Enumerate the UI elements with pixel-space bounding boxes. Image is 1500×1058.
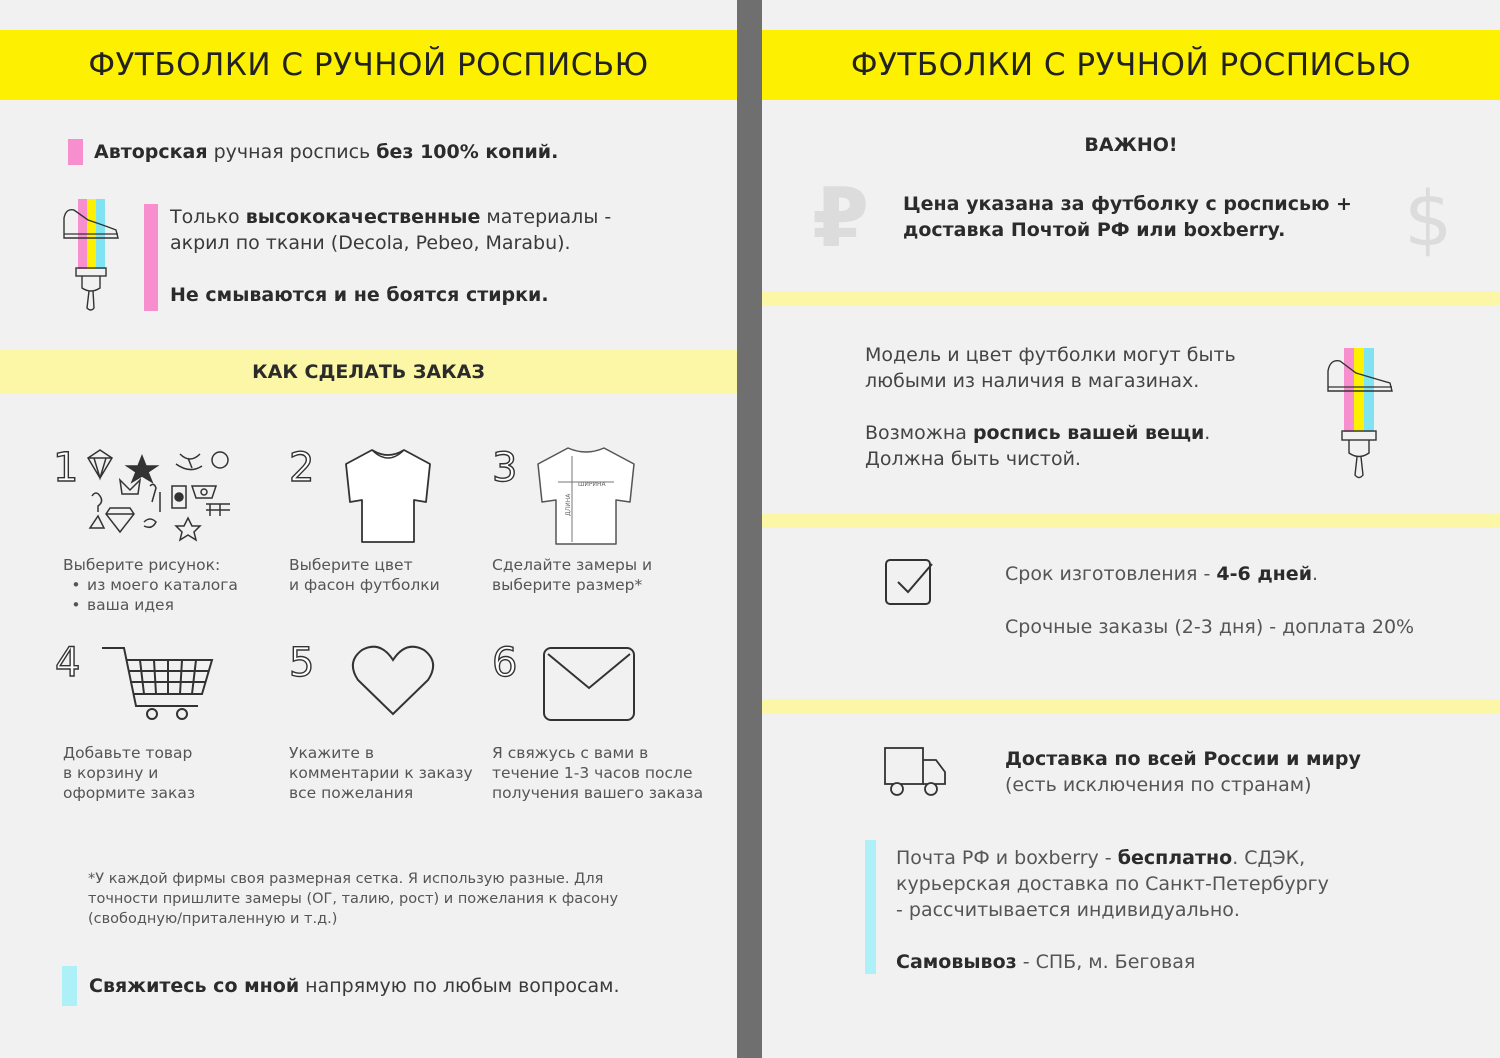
envelope-icon xyxy=(542,646,636,722)
important-heading: ВАЖНО! xyxy=(1084,134,1178,156)
length-label: ДЛИНА xyxy=(565,493,572,516)
delivery-text: Доставка по всей России и миру (есть исключения по странам) xyxy=(1005,748,1361,796)
step-6-number: 6 xyxy=(492,640,518,686)
step-2-caption: Выберите цвет и фасон футболки xyxy=(289,556,440,594)
cyan-bar xyxy=(865,840,876,974)
left-panel xyxy=(0,0,737,1058)
step-6-caption: Я свяжусь с вами в течение 1-3 часов после получения вашего заказа xyxy=(492,744,704,802)
separator-band-1 xyxy=(762,291,1500,305)
cart-icon xyxy=(100,642,218,724)
step-2-number: 2 xyxy=(289,445,315,491)
urgent-orders: Срочные заказы (2-3 дня) - доплата 20% xyxy=(1005,616,1415,638)
left-title-banner xyxy=(0,30,737,100)
right-title: ФУТБОЛКИ С РУЧНОЙ РОСПИСЬЮ xyxy=(850,47,1412,83)
cyan-marker xyxy=(62,966,77,1006)
contact-line: Свяжитесь со мной напрямую по любым вопросам. xyxy=(89,975,620,997)
step-3-number: 3 xyxy=(492,445,518,491)
right-panel xyxy=(762,0,1500,1058)
step-1-bullet: • из моего каталога xyxy=(65,575,238,595)
dollar-icon: $ xyxy=(1404,174,1453,263)
production-term: Срок изготовления - 4-6 дней. xyxy=(1005,563,1319,585)
step-3-caption: Сделайте замеры и выберите размер* xyxy=(492,556,653,594)
how-to-order-title: КАК СДЕЛАТЬ ЗАКАЗ xyxy=(252,360,485,383)
checkbox-check-icon xyxy=(884,556,936,608)
materials-text: Только высококачественные материалы - акрил по ткани (Decola, Pebeo, Marabu). Не смываются и не боятся стирки. xyxy=(170,206,612,306)
step-1-bullet: • ваша идея xyxy=(65,595,238,615)
step-1-caption: Выберите рисунок: • из моего каталога • ваша идея xyxy=(63,555,238,615)
price-note: Цена указана за футболку с росписью + доставка Почтой РФ или boxberry. xyxy=(903,193,1352,241)
shipping-options: Почта РФ и boxberry - бесплатно. СДЭК, курьерская доставка по Санкт-Петербургу - рассчитывается индивидуально. Самовывоз - СПБ, м. Беговая xyxy=(896,847,1329,973)
paint-brush-sneaker-icon xyxy=(1324,345,1396,481)
step-4-caption: Добавьте товар в корзину и оформите заказ xyxy=(63,744,196,802)
tshirt-icon xyxy=(340,444,436,548)
heart-icon xyxy=(348,642,438,718)
panel-divider xyxy=(737,0,762,1058)
delivery-truck-icon xyxy=(882,744,948,798)
authorship-line: Авторская ручная роспись без 100% копий. xyxy=(94,141,559,163)
step-5-caption: Укажите в комментарии к заказу все пожелания xyxy=(289,744,473,802)
model-text: Модель и цвет футболки могут быть любыми из наличия в магазинах. Возможна роспись вашей вещи. Должна быть чистой. xyxy=(865,344,1236,470)
step-5-number: 5 xyxy=(289,640,315,686)
tshirt-measure-icon xyxy=(532,442,640,550)
pink-bar xyxy=(144,204,158,311)
left-title: ФУТБОЛКИ С РУЧНОЙ РОСПИСЬЮ xyxy=(88,47,649,83)
footnote: *У каждой фирмы своя размерная сетка. Я использую разные. Для точности пришлите замеры (ОГ, талию, рост) и пожелания к фасону (свободную/приталенную и т.д.) xyxy=(88,871,619,927)
paint-brush-sneaker-icon xyxy=(58,196,124,312)
separator-band-3 xyxy=(762,699,1500,713)
how-to-order-band xyxy=(0,350,737,393)
right-title-banner xyxy=(762,30,1500,100)
pink-marker xyxy=(68,139,83,165)
doodles-icon xyxy=(80,442,232,542)
separator-band-2 xyxy=(762,514,1500,528)
step-4-number: 4 xyxy=(55,640,81,686)
step-1-number: 1 xyxy=(53,445,79,491)
rouble-icon: ₽ xyxy=(812,171,870,266)
width-label: ШИРИНА xyxy=(578,481,606,488)
